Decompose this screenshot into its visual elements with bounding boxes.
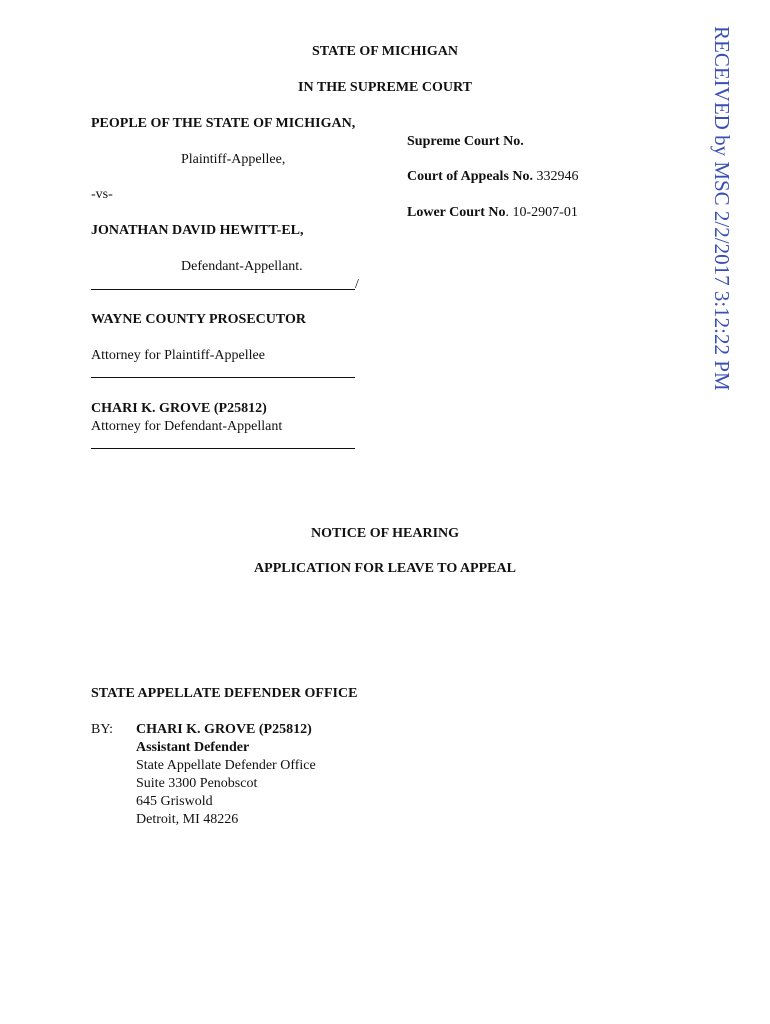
office-name: STATE APPELLATE DEFENDER OFFICE [91,686,358,701]
versus-label: -vs- [91,187,113,202]
caption-rule [91,289,355,290]
caption-close-mark: / [355,277,359,292]
by-label: BY: [91,722,114,737]
lower-court-number [407,204,578,221]
signer-name: CHARI K. GROVE (P25812) [136,722,312,737]
plaintiff-role: Plaintiff-Appellee, [181,152,286,167]
defendant-role: Defendant-Appellant. [181,259,303,274]
document-subtitle: APPLICATION FOR LEAVE TO APPEAL [254,561,516,576]
defense-rule [91,448,355,449]
prosecutor-rule [91,377,355,378]
prosecutor-name: WAYNE COUNTY PROSECUTOR [91,312,306,327]
court-of-appeals-number [407,168,579,185]
address-line: Suite 3300 Penobscot [136,776,258,791]
defense-attorney-name: CHARI K. GROVE (P25812) [91,401,267,416]
address-line: State Appellate Defender Office [136,758,316,773]
address-line: Detroit, MI 48226 [136,812,239,827]
signer-title: Assistant Defender [136,740,250,755]
address-line: 645 Griswold [136,794,213,809]
lower-label: Lower Court No [407,205,506,220]
document-title: NOTICE OF HEARING [310,526,460,541]
appeals-value: 332946 [533,169,579,184]
state-heading: STATE OF MICHIGAN [312,44,458,59]
plaintiff-name: PEOPLE OF THE STATE OF MICHIGAN, [91,116,356,131]
defendant-name: JONATHAN DAVID HEWITT-EL, [91,223,304,238]
lower-value: . 10-2907-01 [505,205,578,220]
court-heading: IN THE SUPREME COURT [298,80,472,95]
prosecutor-role: Attorney for Plaintiff-Appellee [91,348,265,363]
appeals-label: Court of Appeals No. [407,169,534,184]
defense-attorney-role: Attorney for Defendant-Appellant [91,419,283,434]
received-stamp: RECEIVED by MSC 2/2/2017 3:12:22 PM [710,26,734,391]
supreme-court-number-label: Supreme Court No. [407,134,524,149]
